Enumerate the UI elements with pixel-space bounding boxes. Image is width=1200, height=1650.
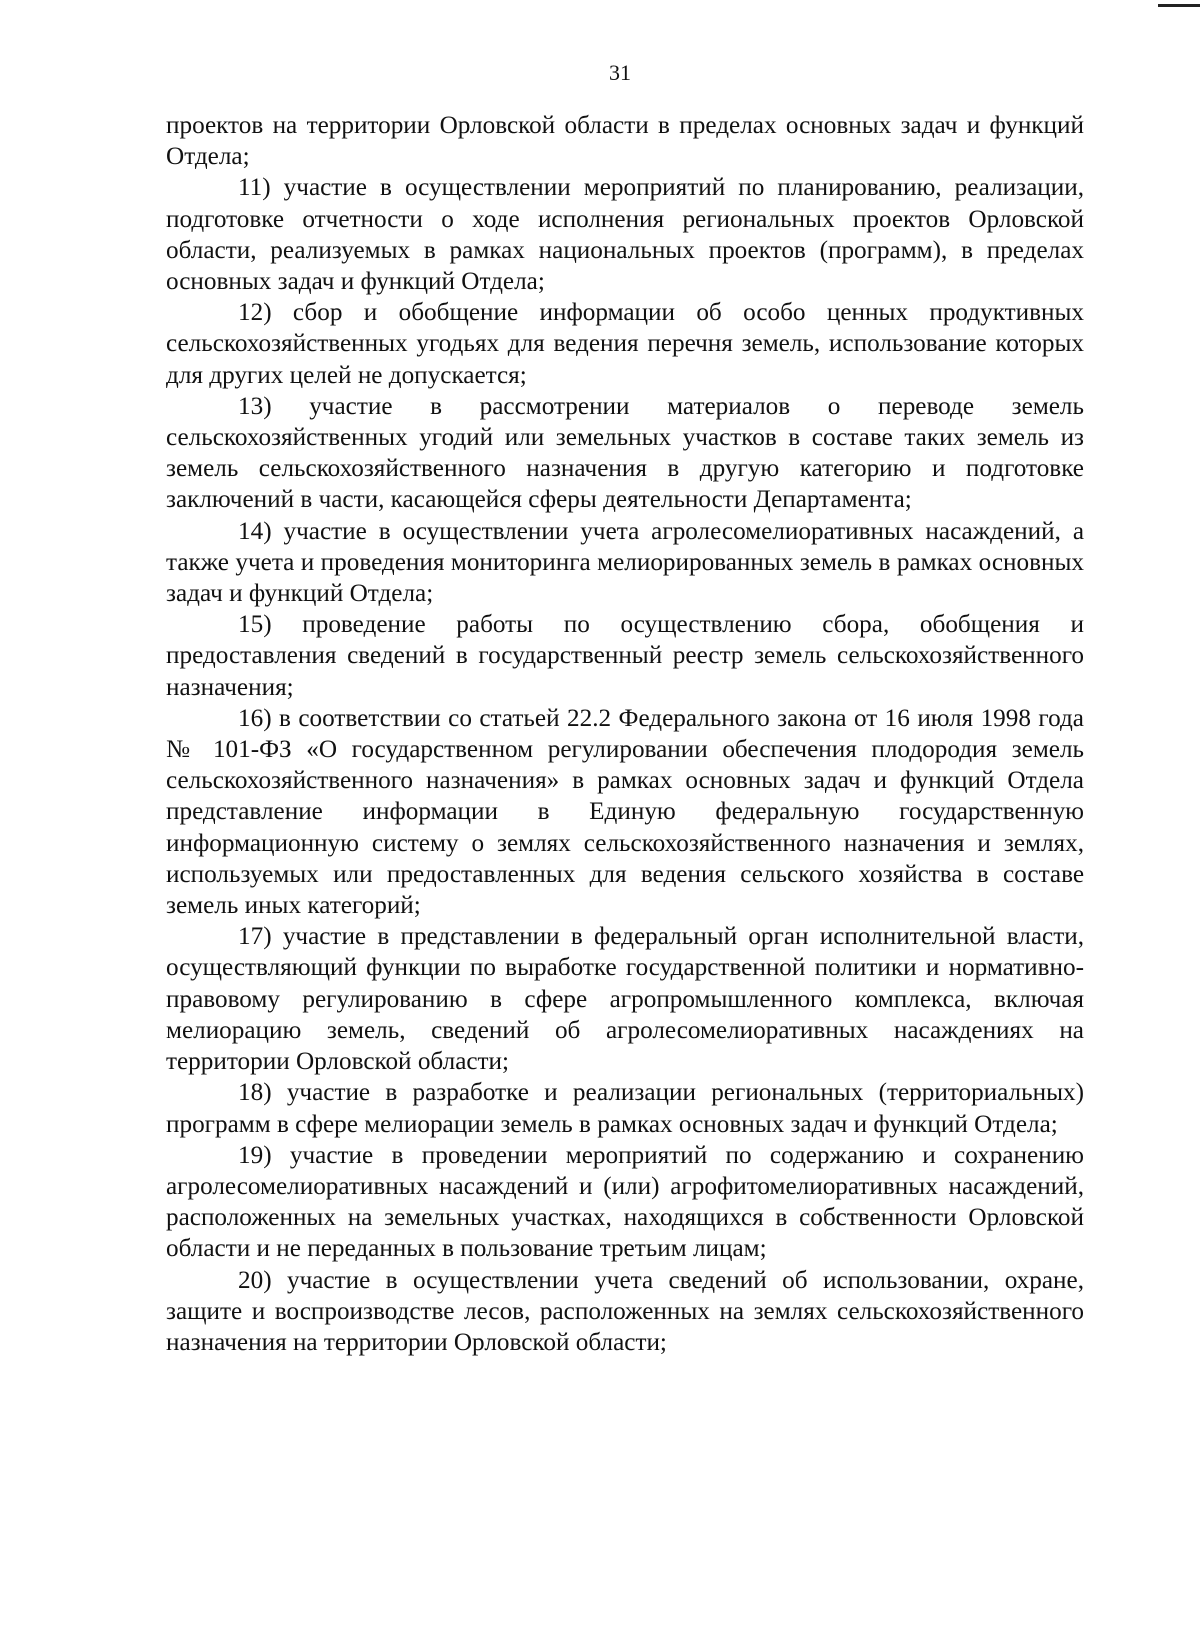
paragraph-item-12: 12) сбор и обобщение информации об особо ценных продуктивных сельскохозяйственных угодьях для ведения перечня земель, использование которых для других целей не допускается; xyxy=(166,299,1084,389)
paragraph-item-19: 19) участие в проведении мероприятий по содержанию и сохранению агролесомелиоративных насаждений и (или) агрофитомелиоративных насаждений, расположенных на земельных участках, находящихся в собственности Орловской области и не переданных в пользование третьим лицам; xyxy=(166,1141,1084,1263)
paragraph-item-16: 16) в соответствии со статьей 22.2 Федерального закона от 16 июля 1998 года № 101-ФЗ «О государственном регулировании обеспечения плодородия земель сельскохозяйственного назначения» в рамках основных задач и функций Отдела представление информации в Единую федеральную государственную информационную систему о землях сельскохозяйственного назначения и землях, используемых или предоставленных для ведения сельского хозяйства в составе земель иных категорий; xyxy=(166,704,1084,920)
paragraph-item-20: 20) участие в осуществлении учета сведений об использовании, охране, защите и воспроизводстве лесов, расположенных на землях сельскохозяйственного назначения на территории Орловской области; xyxy=(166,1266,1084,1356)
paragraph-continuation: проектов на территории Орловской области в пределах основных задач и функций Отдела; xyxy=(166,112,1084,171)
document-body xyxy=(166,110,1084,1358)
paragraph-item-17: 17) участие в представлении в федеральный орган исполнительной власти, осуществляющий функции по выработке государственной политики и нормативно-правовому регулированию в сфере агропромышленного комплекса, включая мелиорацию земель, сведений об агролесомелиоративных насаждениях на территории Орловской области; xyxy=(166,923,1084,1076)
paragraph-item-11: 11) участие в осуществлении мероприятий по планированию, реализации, подготовке отчетности о ходе исполнения региональных проектов Орловской области, реализуемых в рамках национальных проектов (программ), в пределах основных задач и функций Отдела; xyxy=(166,174,1084,296)
paragraph-item-18: 18) участие в разработке и реализации региональных (территориальных) программ в сфере мелиорации земель в рамках основных задач и функций Отдела; xyxy=(166,1079,1084,1138)
paragraph-item-15: 15) проведение работы по осуществлению сбора, обобщения и предоставления сведений в государственный реестр земель сельскохозяйственного назначения; xyxy=(166,611,1084,701)
paragraph-item-14: 14) участие в осуществлении учета агролесомелиоративных насаждений, а также учета и проведения мониторинга мелиорированных земель в рамках основных задач и функций Отдела; xyxy=(166,517,1084,608)
scan-corner-mark xyxy=(1158,4,1200,7)
page-number: 31 xyxy=(609,60,631,85)
paragraph-item-13: 13) участие в рассмотрении материалов о переводе земель сельскохозяйственных угодий или земельных участков в составе таких земель из земель сельскохозяйственного назначения в другую категорию и подготовке заключений в части, касающейся сферы деятельности Департамента; xyxy=(166,392,1084,514)
